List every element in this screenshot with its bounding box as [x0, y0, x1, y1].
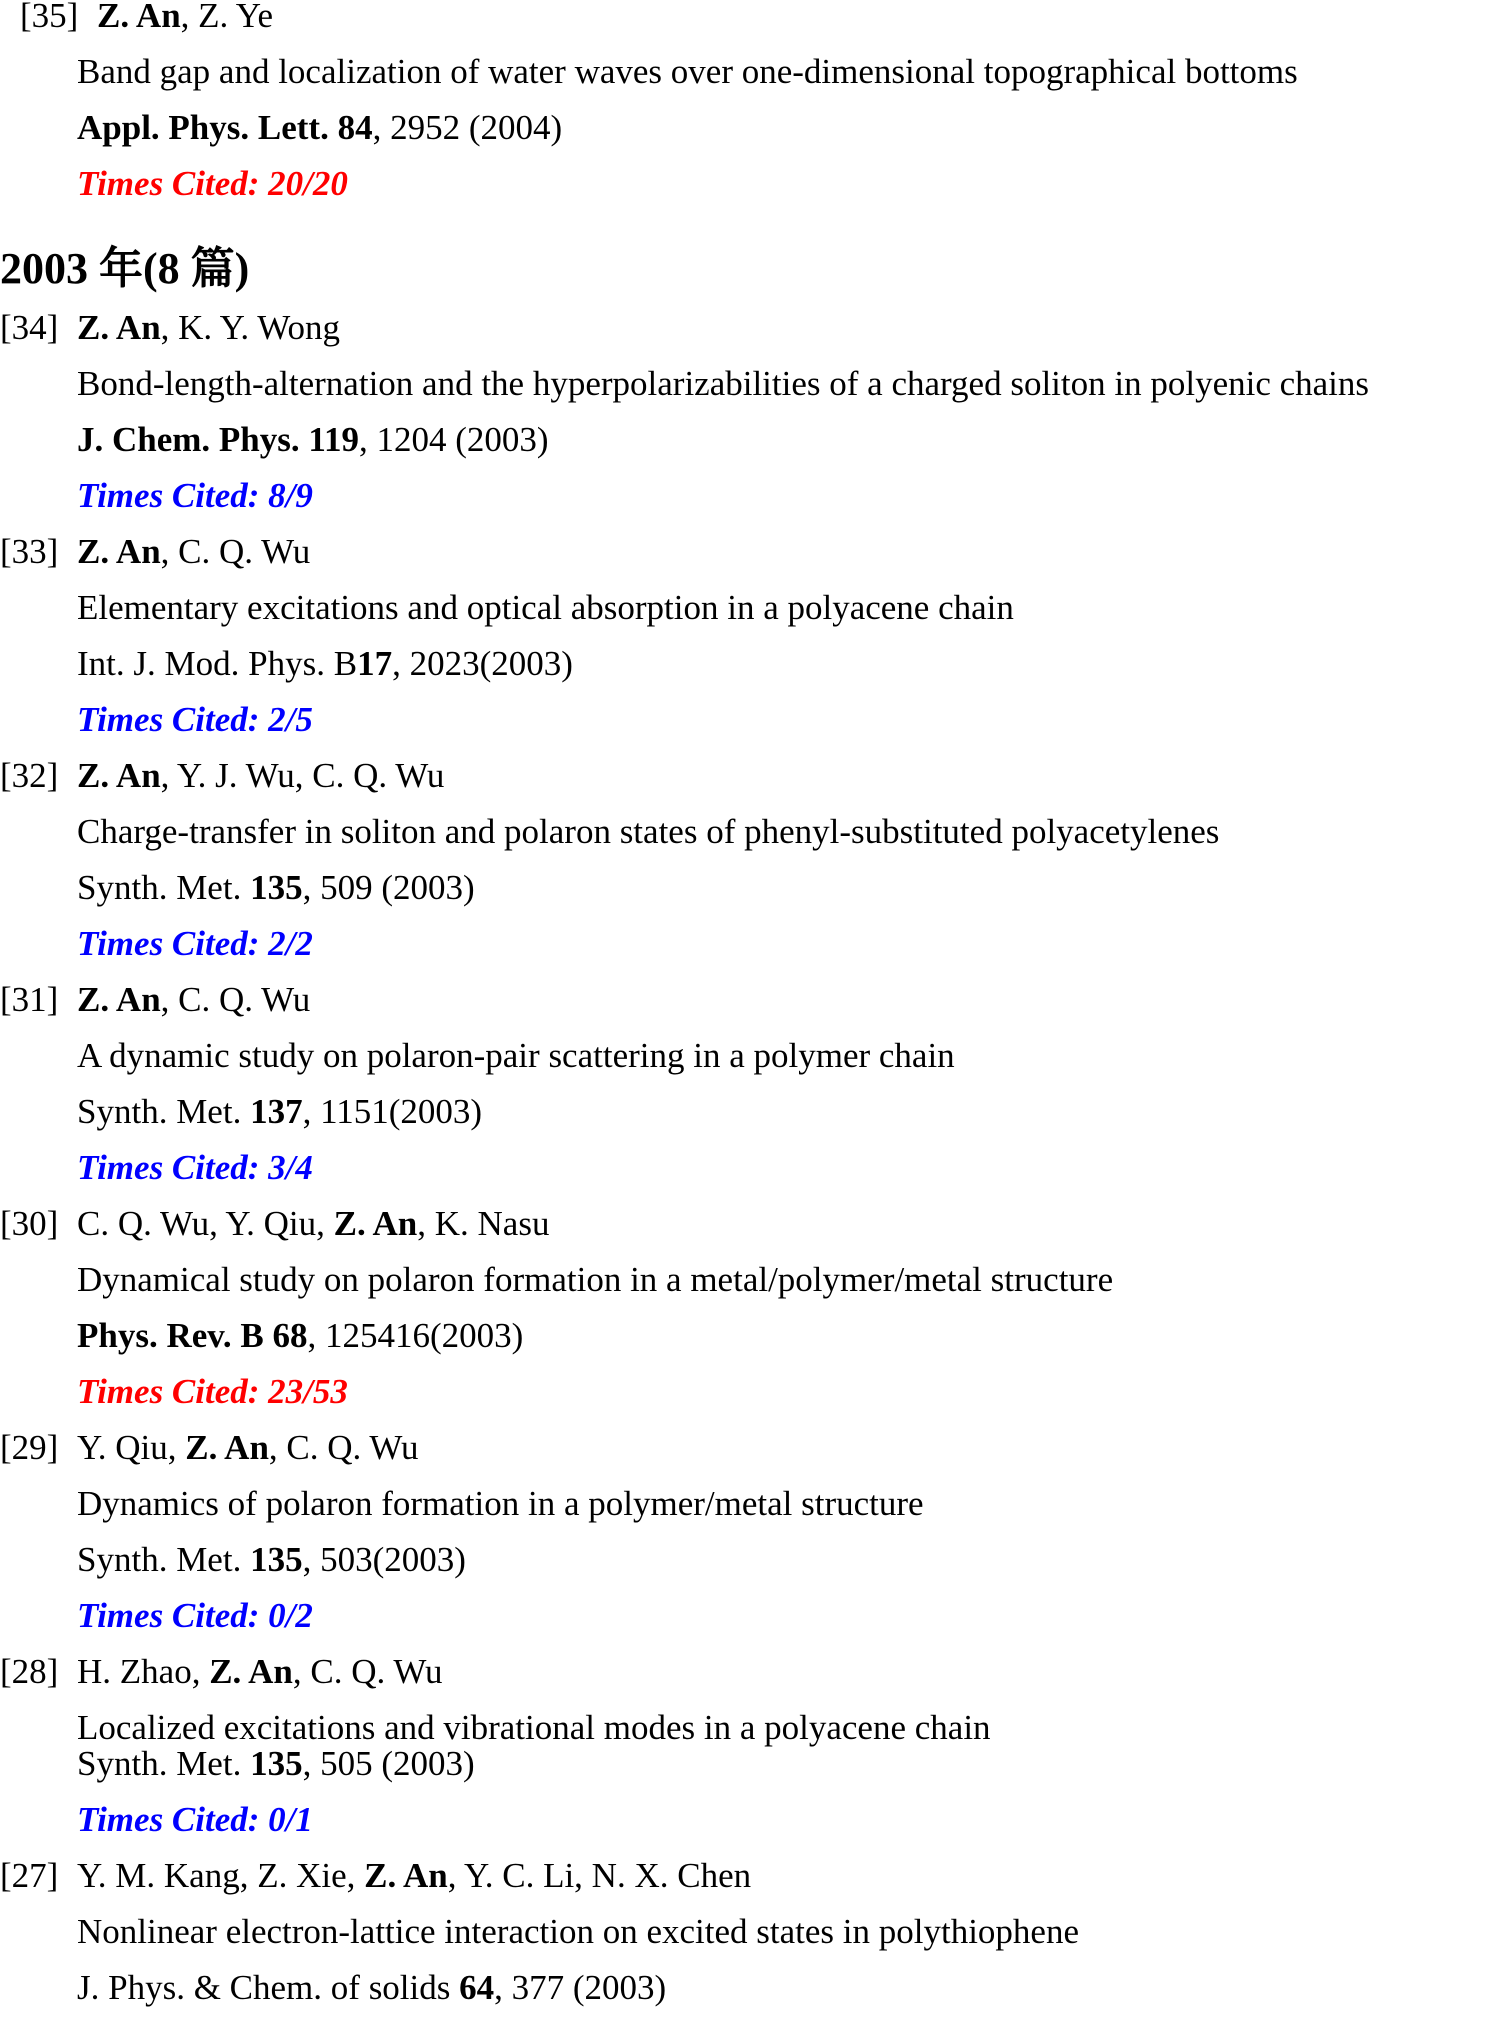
journal-post: , 503(2003) [302, 1540, 466, 1579]
times-cited-value: : 3/4 [247, 1148, 313, 1187]
publication-entry [0, 1644, 1500, 1848]
title-line: Dynamics of polaron formation in a polymer/metal structure [77, 1484, 924, 1523]
journal-pre: Int. J. Mod. Phys. B [77, 644, 358, 683]
journal-bold: 135 [250, 868, 303, 907]
times-cited-value: : 2/5 [247, 700, 313, 739]
authors-post: , Z. Ye [180, 0, 274, 35]
authors-line [0, 748, 1500, 804]
journal-line [0, 412, 1500, 468]
ref-number: [34] [0, 308, 59, 347]
journal-post: , 1151(2003) [302, 1092, 483, 1131]
times-cited-value: : 23/53 [247, 1372, 348, 1411]
times-cited-label: Times Cited [77, 476, 248, 515]
authors-pre: H. Zhao, [77, 1652, 210, 1691]
publication-entry [0, 300, 1500, 524]
times-cited-label: Times Cited [77, 700, 248, 739]
times-cited-line [0, 1588, 1500, 1644]
times-cited-label: Times Cited [77, 1148, 248, 1187]
journal-post: , 2023(2003) [392, 644, 573, 683]
authors-line [0, 524, 1500, 580]
journal-line [0, 100, 1500, 156]
journal-pre: Synth. Met. [77, 1744, 251, 1783]
journal-bold: J. Chem. Phys. 119 [77, 420, 359, 459]
author-highlight: Z. An [77, 756, 161, 795]
publication-entry [0, 1420, 1500, 1644]
journal-pre: J. Phys. & Chem. of solids [77, 1968, 460, 2007]
author-highlight: Z. An [185, 1428, 269, 1467]
ref-number: [29] [0, 1428, 59, 1467]
authors-post: , C. Q. Wu [292, 1652, 443, 1691]
journal-line [0, 1532, 1500, 1588]
journal-line [0, 1960, 1500, 2016]
journal-bold: 135 [250, 1540, 303, 1579]
journal-bold: 137 [250, 1092, 303, 1131]
journal-bold: Phys. Rev. B 68 [77, 1316, 308, 1355]
journal-line [0, 636, 1500, 692]
title-line: Nonlinear electron-lattice interaction on excited states in polythiophene [77, 1912, 1079, 1951]
authors-line [0, 1848, 1500, 1904]
publication-entry [0, 972, 1500, 1196]
ref-number: [32] [0, 756, 59, 795]
journal-pre: Synth. Met. [77, 868, 251, 907]
publication-entry [0, 0, 1500, 212]
publication-entry [0, 1848, 1500, 2016]
publication-entry [0, 1196, 1500, 1420]
author-highlight: Z. An [209, 1652, 293, 1691]
journal-post: , 505 (2003) [302, 1744, 475, 1783]
times-cited-label: Times Cited [77, 1596, 248, 1635]
title-line: A dynamic study on polaron-pair scattering in a polymer chain [77, 1036, 955, 1075]
journal-pre: Synth. Met. [77, 1092, 251, 1131]
title-line: Localized excitations and vibrational modes in a polyacene chain [77, 1708, 991, 1747]
journal-post: , 509 (2003) [302, 868, 475, 907]
authors-line [0, 0, 1500, 44]
publication-entry [0, 748, 1500, 972]
authors-line [0, 1644, 1500, 1700]
authors-line [0, 972, 1500, 1028]
authors-post: , Y. C. Li, N. X. Chen [447, 1856, 752, 1895]
journal-line [0, 1084, 1500, 1140]
times-cited-label: Times Cited [77, 1372, 248, 1411]
title-line: Elementary excitations and optical absorption in a polyacene chain [77, 588, 1014, 627]
times-cited-line [0, 156, 1500, 212]
title-line: Dynamical study on polaron formation in a metal/polymer/metal structure [77, 1260, 1114, 1299]
authors-post: , K. Y. Wong [160, 308, 340, 347]
title-line: Charge-transfer in soliton and polaron states of phenyl-substituted polyacetylenes [77, 812, 1220, 851]
times-cited-value: : 2/2 [247, 924, 313, 963]
authors-line [0, 1420, 1500, 1476]
authors-pre: Y. M. Kang, Z. Xie, [77, 1856, 365, 1895]
times-cited-label: Times Cited [77, 1800, 248, 1839]
times-cited-value: : 8/9 [247, 476, 313, 515]
author-highlight: Z. An [364, 1856, 448, 1895]
times-cited-value: : 0/1 [247, 1800, 313, 1839]
title-line: Band gap and localization of water waves over one-dimensional topographical bottoms [77, 52, 1298, 91]
times-cited-label: Times Cited [77, 924, 248, 963]
authors-post: , C. Q. Wu [160, 532, 311, 571]
author-highlight: Z. An [333, 1204, 418, 1243]
ref-number: [31] [0, 980, 59, 1019]
authors-post: , Y. J. Wu, C. Q. Wu [160, 756, 445, 795]
year-header: 2003 年(8 篇) [0, 244, 250, 293]
times-cited-line [0, 468, 1500, 524]
ref-number: [27] [0, 1856, 59, 1895]
journal-line [0, 860, 1500, 916]
ref-number: [30] [0, 1204, 59, 1243]
journal-post: , 1204 (2003) [358, 420, 549, 459]
author-highlight: Z. An [77, 980, 161, 1019]
authors-post: , C. Q. Wu [268, 1428, 419, 1467]
author-highlight: Z. An [77, 532, 161, 571]
times-cited-label: Times Cited [77, 164, 248, 203]
journal-bold: 135 [250, 1744, 303, 1783]
authors-pre: C. Q. Wu, Y. Qiu, [77, 1204, 334, 1243]
times-cited-line [0, 1364, 1500, 1420]
times-cited-value: : 20/20 [247, 164, 348, 203]
ref-number: [35] [20, 0, 79, 35]
author-highlight: Z. An [97, 0, 181, 35]
times-cited-line [0, 1140, 1500, 1196]
authors-post: , C. Q. Wu [160, 980, 311, 1019]
times-cited-line [0, 1792, 1500, 1848]
author-highlight: Z. An [77, 308, 161, 347]
journal-line [0, 1308, 1500, 1364]
times-cited-line [0, 916, 1500, 972]
journal-pre: Synth. Met. [77, 1540, 251, 1579]
authors-pre: Y. Qiu, [77, 1428, 186, 1467]
authors-line [0, 1196, 1500, 1252]
times-cited-value: : 0/2 [247, 1596, 313, 1635]
ref-number: [33] [0, 532, 59, 571]
journal-bold: 17 [357, 644, 393, 683]
authors-post: , K. Nasu [417, 1204, 550, 1243]
journal-post: , 2952 (2004) [372, 108, 563, 147]
authors-line [0, 300, 1500, 356]
journal-bold: 64 [459, 1968, 495, 2007]
times-cited-line [0, 692, 1500, 748]
ref-number: [28] [0, 1652, 59, 1691]
publication-entry [0, 524, 1500, 748]
journal-bold: Appl. Phys. Lett. 84 [77, 108, 373, 147]
title-line: Bond-length-alternation and the hyperpolarizabilities of a charged soliton in polyenic chains [77, 364, 1370, 403]
journal-post: , 125416(2003) [307, 1316, 524, 1355]
journal-post: , 377 (2003) [494, 1968, 667, 2007]
